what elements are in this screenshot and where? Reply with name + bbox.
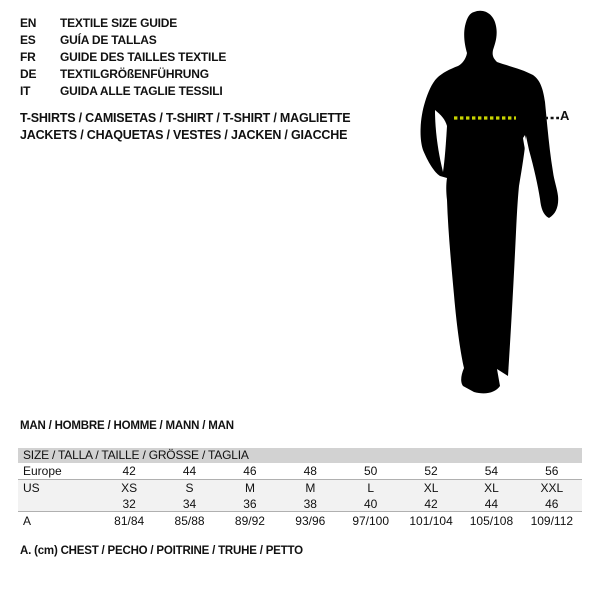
lang-code: ES xyxy=(20,33,36,47)
garment-categories xyxy=(20,110,350,144)
size-cell: 56 xyxy=(545,464,559,478)
size-cell: M xyxy=(305,481,316,495)
table-row-us xyxy=(18,480,582,496)
man-silhouette xyxy=(390,0,600,400)
measure-label-a: A xyxy=(560,108,570,123)
size-cell: XXL xyxy=(540,481,564,495)
table-row-europe xyxy=(18,463,582,480)
size-cell: 42 xyxy=(122,464,136,478)
size-cell: M xyxy=(244,481,255,495)
lang-row-it xyxy=(20,83,226,100)
size-cell: 81/84 xyxy=(114,514,145,528)
table-row-numeric xyxy=(18,496,582,512)
size-cell: 109/112 xyxy=(530,514,574,528)
size-cell: 38 xyxy=(303,496,317,511)
size-cell: S xyxy=(185,481,194,495)
size-cell: 101/104 xyxy=(409,514,453,528)
lang-label: TEXTILGRÖßENFÜHRUNG xyxy=(60,67,209,81)
row-label: US xyxy=(23,481,40,495)
size-table-header: SIZE / TALLA / TAILLE / GRÖSSE / TAGLIA xyxy=(18,448,582,463)
size-cell: 46 xyxy=(545,496,559,511)
size-cell: 52 xyxy=(424,464,438,478)
size-cell: 93/96 xyxy=(295,514,326,528)
size-cell: XL xyxy=(484,481,499,495)
size-cell: 48 xyxy=(303,464,317,478)
lang-label: GUÍA DE TALLAS xyxy=(60,33,157,47)
size-cell: L xyxy=(367,481,375,495)
row-label: A xyxy=(23,514,32,528)
size-cell: 36 xyxy=(243,496,257,511)
size-cell: 46 xyxy=(243,464,257,478)
size-cell: 44 xyxy=(182,464,197,478)
lang-row-es xyxy=(20,32,226,49)
size-cell: XL xyxy=(423,481,439,495)
language-list xyxy=(20,15,226,100)
lang-code: IT xyxy=(20,84,31,98)
lang-label: TEXTILE SIZE GUIDE xyxy=(60,16,178,30)
lang-label: GUIDA ALLE TAGLIE TESSILI xyxy=(60,84,223,98)
size-cell: 54 xyxy=(484,464,499,478)
size-cell: 32 xyxy=(122,496,136,511)
category-tshirts: T-SHIRTS / CAMISETAS / T-SHIRT / T-SHIRT / MAGLIETTE xyxy=(20,111,351,125)
category-jackets: JACKETS / CHAQUETAS / VESTES / JACKEN / GIACCHE xyxy=(20,128,348,142)
lang-code: EN xyxy=(20,16,37,30)
size-cell: 44 xyxy=(484,496,499,511)
size-cell: 89/92 xyxy=(234,514,265,528)
lang-label: GUIDE DES TAILLES TEXTILE xyxy=(60,50,227,64)
table-row-chest-cm xyxy=(18,512,582,530)
lang-row-en xyxy=(20,15,226,32)
row-label: Europe xyxy=(23,464,62,478)
measurement-footnote: A. (cm) CHEST / PECHO / POITRINE / TRUHE / PETTO xyxy=(20,545,303,557)
size-cell: 40 xyxy=(364,496,378,511)
size-cell: 50 xyxy=(364,464,378,478)
lang-row-de xyxy=(20,66,226,83)
size-cell: 42 xyxy=(424,496,438,511)
size-cell: 105/108 xyxy=(469,514,514,528)
lang-row-fr xyxy=(20,49,226,66)
size-cell: XS xyxy=(121,481,138,495)
lang-code: DE xyxy=(20,67,37,81)
size-cell: 85/88 xyxy=(174,514,205,528)
section-title-man: MAN / HOMBRE / HOMME / MANN / MAN xyxy=(20,420,234,432)
size-cell: 97/100 xyxy=(352,514,390,528)
lang-code: FR xyxy=(20,50,36,64)
man-silhouette-figure xyxy=(390,0,600,400)
size-cell: 34 xyxy=(182,496,197,511)
size-table xyxy=(18,448,582,530)
